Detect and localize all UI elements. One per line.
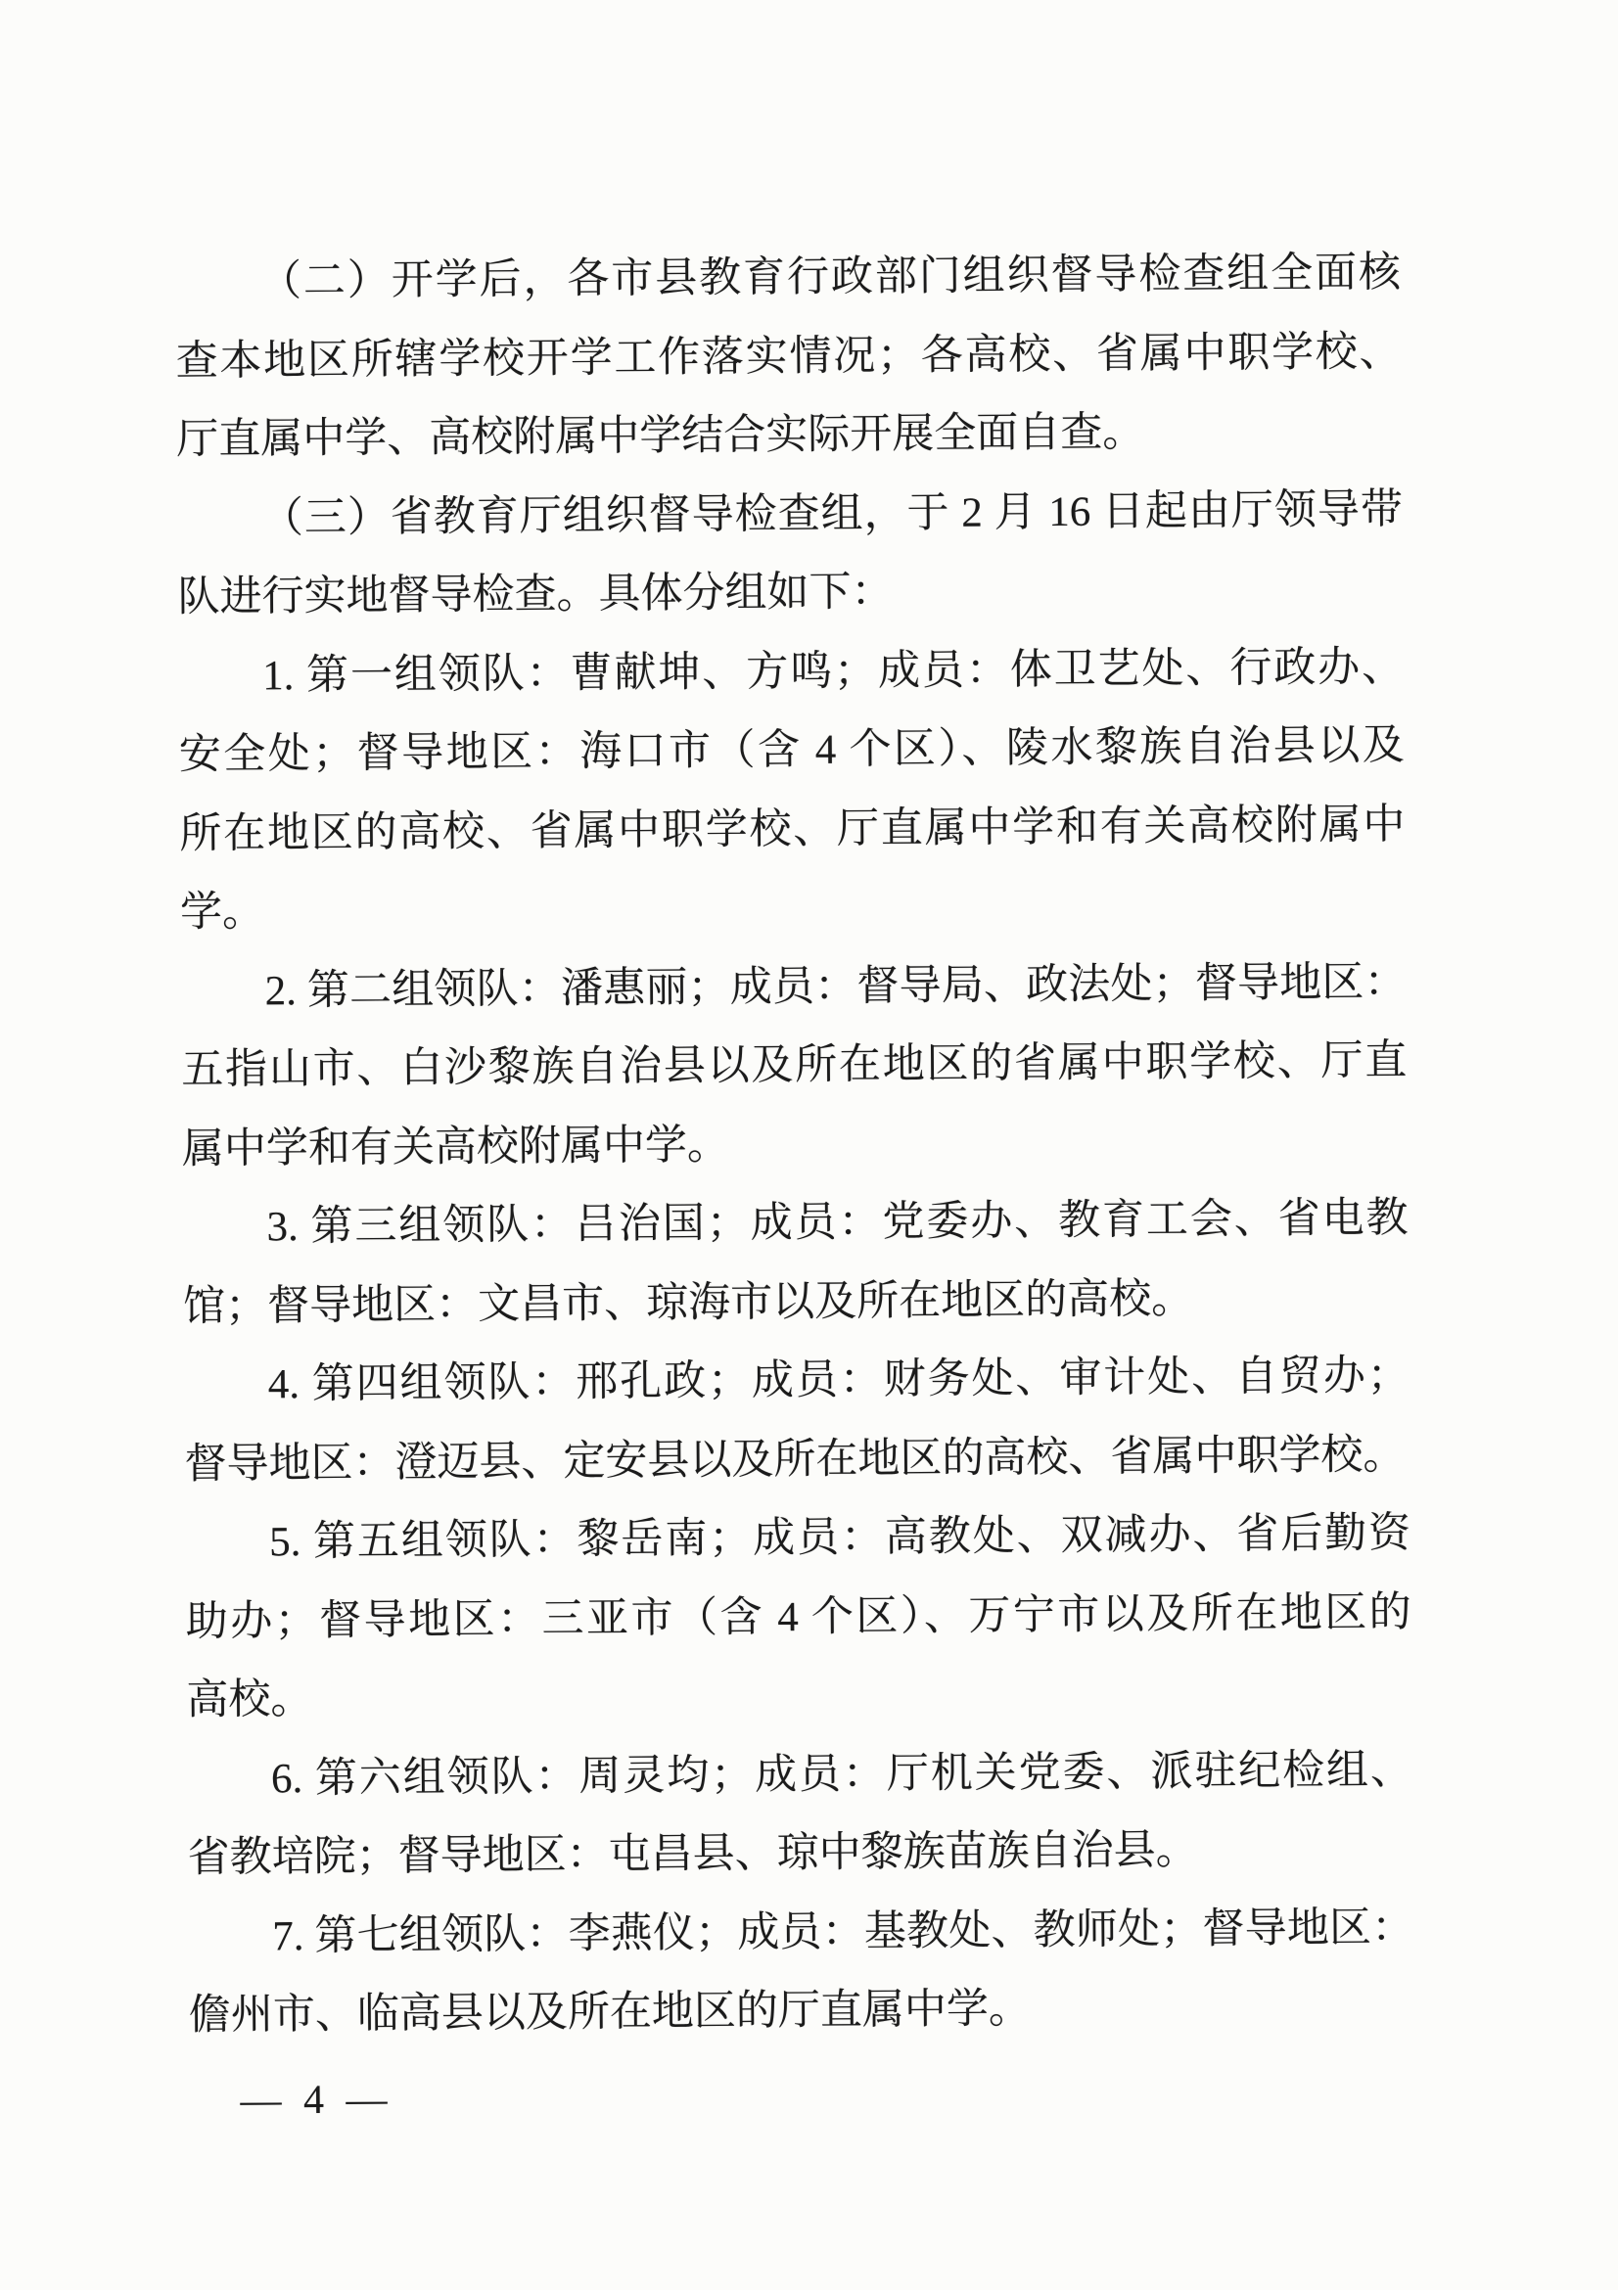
text-line: 五指山市、白沙黎族自治县以及所在地区的省属中职学校、厅直	[181, 1037, 1408, 1094]
text-line: 7. 第七组领队：李燕仪；成员：基教处、教师处；督导地区：	[272, 1904, 1414, 1959]
group-3	[182, 1179, 1409, 1347]
text-line: 儋州市、临高县以及所在地区的厅直属中学。	[188, 1986, 1032, 2040]
page-number: — 4 —	[240, 2077, 393, 2124]
text-line: （三）省教育厅组织督导检查组，于 2 月 16 日起由厅领导带	[260, 485, 1404, 541]
text-line: 馆；督导地区：文昌市、琼海市以及所在地区的高校。	[183, 1275, 1194, 1330]
group-4	[184, 1337, 1410, 1504]
text-line: 助办；督导地区：三亚市（含 4 个区）、万宁市以及所在地区的	[185, 1588, 1411, 1645]
group-7	[188, 1889, 1414, 2056]
text-line: 5. 第五组领队：黎岳南；成员：高教处、双减办、省后勤资	[268, 1510, 1411, 1566]
text-line: 厅直属中学、高校附属中学结合实际开展全面自查。	[176, 409, 1145, 464]
text-line: 安全处；督导地区：海口市（含 4 个区）、陵水黎族自治县以及	[178, 722, 1405, 779]
group-2	[180, 943, 1408, 1189]
text-line: 2. 第二组领队：潘惠丽；成员：督导局、政法处；督导地区：	[264, 958, 1407, 1014]
text-line: 6. 第六组领队：周灵均；成员：厅机关党委、派驻纪检组、	[270, 1746, 1413, 1802]
group-5	[185, 1494, 1412, 1740]
text-line: 队进行实地督导检查。具体分组如下：	[177, 569, 894, 621]
group-6	[187, 1731, 1413, 1899]
text-line: 督导地区：澄迈县、定安县以及所在地区的高校、省属中职学校。	[184, 1431, 1406, 1488]
text-line: 4. 第四组领队：邢孔政；成员：财务处、审计处、自贸办；	[267, 1353, 1410, 1408]
text-line: 3. 第三组领队：吕治国；成员：党委办、教育工会、省电教	[266, 1195, 1409, 1251]
text-line: 属中学和有关高校附属中学。	[181, 1122, 730, 1172]
text-line: 查本地区所辖学校开学工作落实情况；各高校、省属中职学校、	[175, 328, 1402, 385]
text-line: （二）开学后，各市县教育行政部门组织督导检查组全面核	[258, 250, 1402, 305]
group-1	[178, 628, 1406, 953]
section-3-inspection-groups-intro	[177, 471, 1404, 638]
text-line: 省教培院；督导地区：屯昌县、琼中黎族苗族自治县。	[187, 1826, 1198, 1882]
text-line: 学。	[179, 889, 265, 937]
document-body	[175, 234, 1415, 2055]
text-line: 高校。	[186, 1676, 313, 1724]
section-2-post-opening-checks	[175, 234, 1403, 480]
text-line: 1. 第一组领队：曹献坤、方鸣；成员：体卫艺处、行政办、	[261, 643, 1405, 699]
text-line: 所在地区的高校、省属中职学校、厅直属中学和有关高校附属中	[179, 801, 1406, 857]
